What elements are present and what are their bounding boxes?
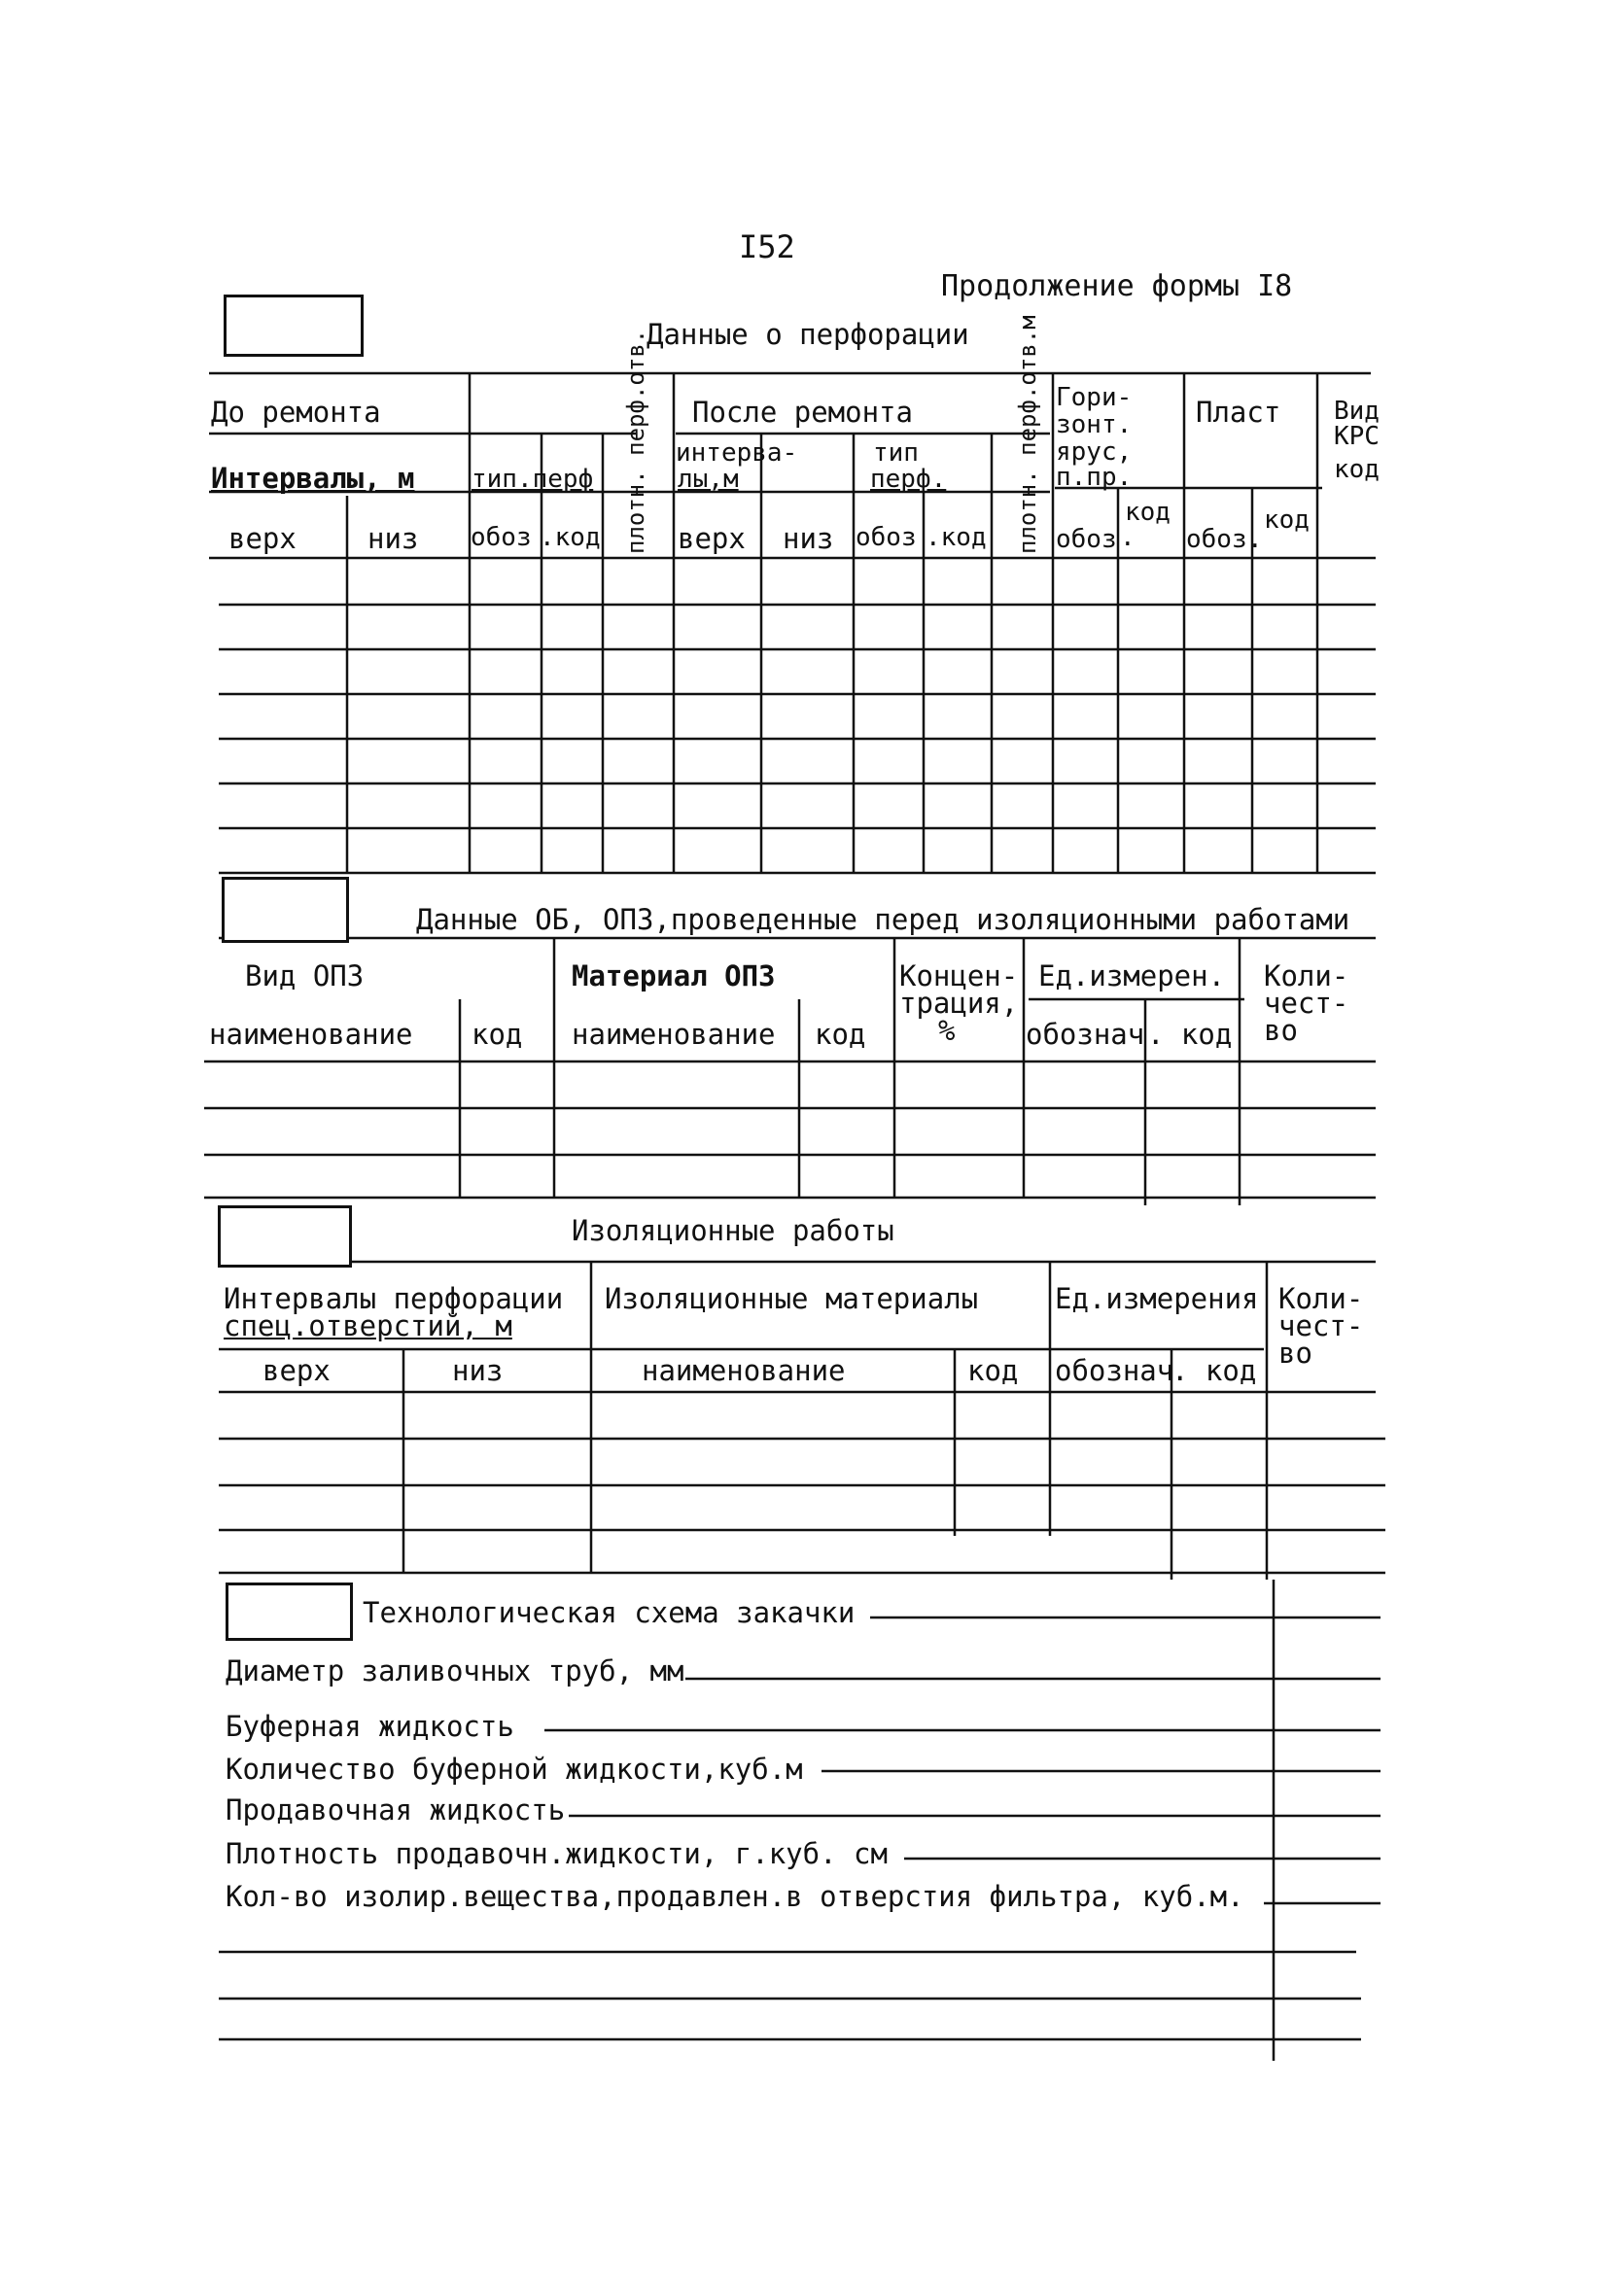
header-qty-l2-ob: чест- [1264, 987, 1349, 1020]
header-horizon-kod: код [1125, 498, 1171, 527]
header-qty-l3-iso: во [1278, 1337, 1312, 1370]
scheme-line-displacement-fluid: Продавочная жидкость [226, 1793, 566, 1826]
header-intervals-iso-l1: Интервалы перфорации [224, 1282, 564, 1315]
scheme-line-density: Плотность продавочн.жидкости, г.куб. см [226, 1837, 888, 1870]
header-conc-l2: трация, [899, 987, 1019, 1020]
code-box-scheme [226, 1583, 353, 1641]
header-density-holes-2: плотн. перф.отв.м [1014, 315, 1041, 554]
header-vid-opz: Вид ОПЗ [245, 959, 365, 992]
code-box-isolation [218, 1205, 352, 1268]
header-type-l1: тип [873, 438, 919, 468]
header-top: верх [228, 522, 297, 555]
header-top2: верх [678, 522, 746, 555]
scheme-title: Технологическая схема закачки [363, 1596, 856, 1629]
header-kod: .код [540, 523, 601, 552]
header-unit-ob: Ед.измерен. [1038, 959, 1226, 992]
header-plast-oboz: обоз [1186, 525, 1247, 554]
page-number: I52 [739, 228, 795, 265]
header-qty-l1-ob: Коли- [1264, 959, 1349, 992]
header-kod2-iso: . код [1171, 1354, 1257, 1387]
header-kod3-ob: . код [1147, 1018, 1233, 1051]
header-bottom2: низ [783, 522, 834, 555]
header-qty-l1-iso: Коли- [1278, 1282, 1364, 1315]
header-plast-kod: код [1264, 505, 1310, 535]
header-krs-l3: код [1334, 455, 1380, 484]
header-horizon-kod-dot: . [1120, 523, 1136, 552]
header-conc-l1: Концен- [899, 959, 1019, 992]
header-plast: Пласт [1196, 396, 1281, 429]
header-plast-dot: . [1247, 525, 1263, 554]
code-box-perforation [224, 295, 364, 357]
header-intervals2-l1: интерва- [676, 438, 798, 468]
scheme-line-diameter: Диаметр заливочных труб, мм [226, 1654, 684, 1687]
header-horizon-l3: ярус, [1056, 437, 1133, 467]
scheme-line-buffer-fluid: Буферная жидкость [226, 1710, 514, 1743]
header-horizon-l1: Гори- [1056, 383, 1133, 412]
header-oboznach-ob: обознач [1026, 1018, 1145, 1051]
header-type-l2: перф. [870, 465, 947, 494]
header-qty-l3-ob: во [1264, 1014, 1298, 1047]
section-title-isolation: Изоляционные работы [572, 1214, 894, 1247]
header-top-iso: верх [262, 1354, 331, 1387]
header-material-opz: Материал ОПЗ [572, 959, 776, 992]
header-materials-iso: Изоляционные материалы [605, 1282, 979, 1315]
header-conc-l3: % [938, 1014, 956, 1047]
header-density-holes: плотн. перф.отв. [622, 329, 649, 554]
header-kod1-ob: код [472, 1018, 523, 1051]
header-horizon-l4: п.пр. [1056, 463, 1133, 492]
header-oboznach-iso: обознач [1055, 1354, 1174, 1387]
header-name-iso: наименование [642, 1354, 846, 1387]
section-title-perforation: Данные о перфорации [647, 318, 969, 351]
header-kod2: .код [926, 523, 987, 552]
section-title-ob-opz: Данные ОБ, ОПЗ,проведенные перед изоляционными работами [416, 903, 1350, 936]
code-box-ob [222, 877, 349, 943]
header-horizon-oboz: обоз [1056, 525, 1117, 554]
header-oboz2: обоз [856, 523, 917, 552]
header-bottom-iso: низ [452, 1354, 504, 1387]
form-continuation: Продолжение формы I8 [941, 269, 1293, 303]
header-krs-l1: Вид [1334, 397, 1380, 426]
header-kod2-ob: код [815, 1018, 866, 1051]
scheme-line-isolant-qty: Кол-во изолир.вещества,продавлен.в отверстия фильтра, куб.м. [226, 1880, 1244, 1913]
scheme-line-buffer-qty: Количество буферной жидкости,куб.м [226, 1753, 803, 1786]
header-horizon-l2: зонт. [1056, 410, 1133, 439]
header-intervals2-l2: лы,м [678, 465, 739, 494]
header-qty-l2-iso: чест- [1278, 1309, 1364, 1342]
header-oboz: обоз [471, 523, 532, 552]
header-bottom: низ [367, 522, 419, 555]
header-name2-ob: наименование [572, 1018, 776, 1051]
header-krs-l2: КРС [1334, 422, 1380, 451]
header-before-repair: До ремонта [211, 396, 381, 429]
header-perf-type: тип.перф [472, 465, 594, 494]
header-unit-iso: Ед.измерения [1055, 1282, 1259, 1315]
header-intervals-iso-l2: спец.отверстий, м [224, 1309, 512, 1342]
header-name1-ob: наименование [209, 1018, 413, 1051]
header-intervals-m: Интервалы, м [211, 462, 415, 495]
header-kod-iso: код [967, 1354, 1019, 1387]
header-after-repair: После ремонта [692, 396, 913, 429]
